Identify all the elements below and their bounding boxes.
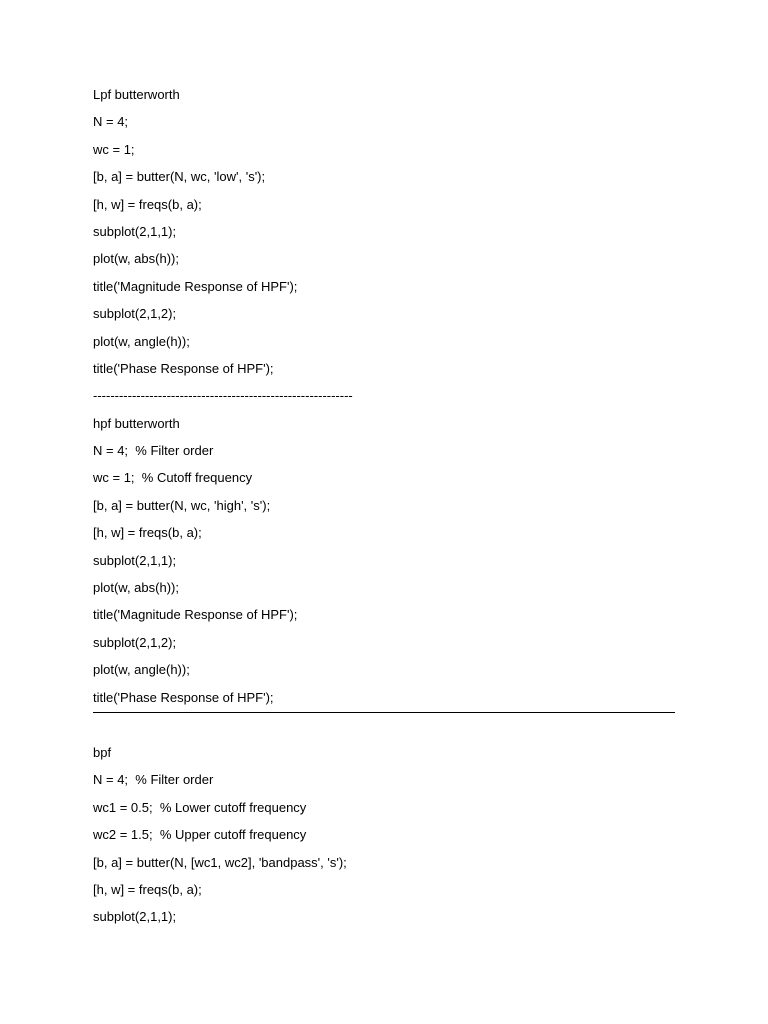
dashed-separator: ------------------------------------------------------------ bbox=[93, 388, 353, 404]
code-line: subplot(2,1,1); bbox=[93, 909, 177, 925]
code-line: title('Phase Response of HPF'); bbox=[93, 360, 274, 376]
code-line: plot(w, angle(h)); bbox=[93, 333, 190, 349]
section-heading-bpf: bpf bbox=[93, 744, 112, 760]
code-line: wc2 = 1.5; % Upper cutoff frequency bbox=[93, 827, 307, 843]
code-line: title('Magnitude Response of HPF'); bbox=[93, 278, 298, 294]
code-line: plot(w, abs(h)); bbox=[93, 251, 179, 267]
code-line: subplot(2,1,1); bbox=[93, 552, 177, 568]
code-line: [h, w] = freqs(b, a); bbox=[93, 525, 202, 541]
underlined-code-line: title('Phase Response of HPF'); bbox=[93, 688, 675, 713]
code-line: wc = 1; % Cutoff frequency bbox=[93, 470, 253, 486]
code-line: [b, a] = butter(N, wc, 'high', 's'); bbox=[93, 497, 271, 513]
code-line: N = 4; bbox=[93, 114, 129, 130]
code-line: [h, w] = freqs(b, a); bbox=[93, 881, 202, 897]
code-line: [h, w] = freqs(b, a); bbox=[93, 196, 202, 212]
section-heading-lpf: Lpf butterworth bbox=[93, 87, 180, 102]
code-line: wc = 1; bbox=[93, 141, 135, 157]
code-line: subplot(2,1,2); bbox=[93, 634, 177, 650]
code-line: plot(w, angle(h)); bbox=[93, 662, 190, 678]
code-line: title('Magnitude Response of HPF'); bbox=[93, 607, 298, 623]
code-line: subplot(2,1,2); bbox=[93, 306, 177, 322]
code-line: N = 4; % Filter order bbox=[93, 443, 214, 459]
code-line: wc1 = 0.5; % Lower cutoff frequency bbox=[93, 799, 307, 815]
blank-line bbox=[93, 716, 675, 743]
code-line: [b, a] = butter(N, [wc1, wc2], 'bandpass', 's'); bbox=[93, 854, 347, 870]
section-heading-hpf: hpf butterworth bbox=[93, 415, 180, 431]
code-line: N = 4; % Filter order bbox=[93, 772, 214, 788]
document-body bbox=[93, 85, 675, 935]
code-line: plot(w, abs(h)); bbox=[93, 580, 179, 596]
code-line: [b, a] = butter(N, wc, 'low', 's'); bbox=[93, 169, 266, 185]
code-line: subplot(2,1,1); bbox=[93, 223, 177, 239]
